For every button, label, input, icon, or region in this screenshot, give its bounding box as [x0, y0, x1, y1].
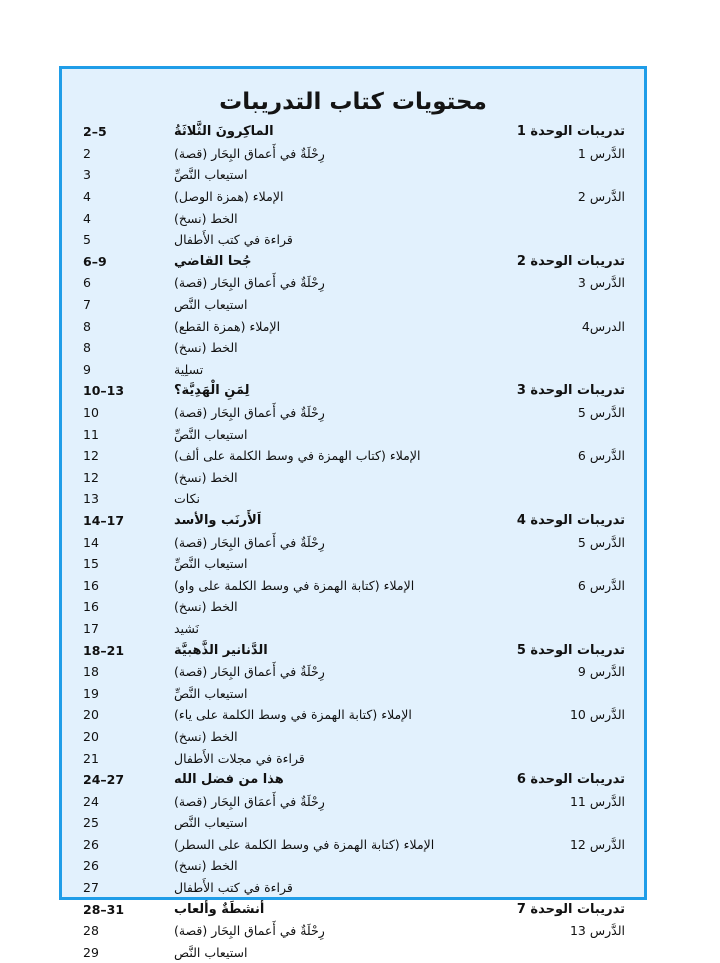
- unit-label: تدريبات الوحدة 7: [516, 901, 625, 917]
- lesson-title: رِحْلَةٌ في أَعماق البِحَار (قصة): [174, 664, 325, 680]
- page-number: 12: [83, 448, 99, 464]
- unit-title: الماكِرونَ الثَّلاثَةُ: [174, 124, 274, 140]
- page-number: 4: [83, 189, 91, 205]
- lesson-title: الخط (نسخ): [174, 858, 238, 874]
- lesson-label: الدَّرس 10: [569, 707, 625, 723]
- page-number: 6: [83, 275, 91, 291]
- page-number: 28–31: [83, 901, 125, 917]
- unit-title: جُحا القاضي: [174, 253, 252, 269]
- page-number: 25: [83, 815, 99, 831]
- lesson-row: [62, 402, 644, 424]
- page-number: 4: [83, 210, 91, 226]
- lesson-title: قراءة في كتب الأَطفال: [174, 880, 293, 896]
- lesson-row: [62, 704, 644, 726]
- unit-label: تدريبات الوحدة 4: [516, 512, 625, 528]
- lesson-row: [62, 834, 644, 856]
- lesson-row: [62, 272, 644, 294]
- lesson-title: الخط (نسخ): [174, 599, 238, 615]
- lesson-title: الإملاء (كتابة الهمزة في وسط الكلمة على السطر): [174, 836, 435, 852]
- page-number: 12: [83, 469, 99, 485]
- lesson-row: [62, 359, 644, 381]
- lesson-label: الدَّرس 2: [577, 189, 625, 205]
- table-of-contents-page: [59, 66, 647, 960]
- page-number: 5: [83, 232, 91, 248]
- lesson-label: الدَّرس 6: [577, 448, 625, 464]
- page-number: 2–5: [83, 124, 107, 140]
- unit-row: [62, 640, 644, 662]
- page-number: 13: [83, 491, 99, 507]
- lesson-title: رِحْلَةٌ في أَعمَاق البِحَار (قصة): [174, 793, 325, 809]
- page-number: 9: [83, 361, 91, 377]
- page-number: 18: [83, 664, 99, 680]
- page-number: 15: [83, 556, 99, 572]
- lesson-title: رِحْلَةٌ في أَعماق البِحَار (قصة): [174, 405, 325, 421]
- lesson-title: استيعاب النَّصِّ: [174, 685, 248, 701]
- lesson-label: الدَّرس 5: [577, 405, 625, 421]
- lesson-row: [62, 596, 644, 618]
- lesson-row: [62, 618, 644, 640]
- unit-row: [62, 121, 644, 143]
- page-number: 21: [83, 750, 99, 766]
- toc-row-list: [62, 121, 644, 963]
- lesson-title: استيعاب النَّص: [174, 815, 248, 831]
- page-number: 20: [83, 707, 99, 723]
- lesson-title: قراءة في كتب الأَطفال: [174, 232, 293, 248]
- lesson-title: رِحْلَةٌ في أَعماق البِحَار (قصة): [174, 923, 325, 939]
- lesson-row: [62, 661, 644, 683]
- page-number: 26: [83, 858, 99, 874]
- lesson-title: استيعاب النَّصِّ: [174, 167, 248, 183]
- lesson-label: الدَّرس 6: [577, 577, 625, 593]
- unit-title: الدَّنانير الذَّهبيَّة: [174, 642, 268, 658]
- page-number: 6–9: [83, 253, 107, 269]
- page-number: 10: [83, 405, 99, 421]
- unit-label: تدريبات الوحدة 2: [516, 253, 625, 269]
- page-number: 26: [83, 836, 99, 852]
- lesson-label: الدَّرس 1: [577, 145, 625, 161]
- page-number: 14–17: [83, 512, 125, 528]
- lesson-title: استيعاب النَّص: [174, 944, 248, 960]
- lesson-row: [62, 229, 644, 251]
- lesson-label: الدَّرس 12: [569, 836, 625, 852]
- page-number: 11: [83, 426, 99, 442]
- unit-label: تدريبات الوحدة 5: [516, 642, 625, 658]
- lesson-title: الخط (نسخ): [174, 469, 238, 485]
- lesson-row: [62, 445, 644, 467]
- lesson-row: [62, 812, 644, 834]
- lesson-row: [62, 791, 644, 813]
- unit-title: اَلأَرنَب والأسد: [174, 512, 262, 528]
- lesson-title: رِحْلَةٌ في أَعماق البِحَار (قصة): [174, 534, 325, 550]
- unit-label: تدريبات الوحدة 1: [516, 124, 625, 140]
- lesson-title: الإملاء (همزة القطع): [174, 318, 281, 334]
- unit-title: أنشطَةٌ وألعاب: [174, 901, 265, 917]
- lesson-label: الدرس4: [581, 318, 625, 334]
- page-number: 2: [83, 145, 91, 161]
- unit-row: [62, 251, 644, 273]
- unit-label: تدريبات الوحدة 3: [516, 383, 625, 399]
- lesson-row: [62, 942, 644, 963]
- page-number: 16: [83, 577, 99, 593]
- lesson-row: [62, 855, 644, 877]
- lesson-row: [62, 294, 644, 316]
- lesson-label: الدَّرس 5: [577, 534, 625, 550]
- page-number: 28: [83, 923, 99, 939]
- page-number: 18–21: [83, 642, 125, 658]
- lesson-row: [62, 208, 644, 230]
- lesson-row: [62, 553, 644, 575]
- lesson-title: الإملاء (همزة الوصل): [174, 189, 284, 205]
- lesson-row: [62, 316, 644, 338]
- unit-row: [62, 510, 644, 532]
- page-number: 7: [83, 297, 91, 313]
- lesson-row: [62, 726, 644, 748]
- lesson-row: [62, 143, 644, 165]
- page-number: 17: [83, 620, 99, 636]
- lesson-title: نَشيد: [174, 620, 199, 636]
- lesson-title: الخط (نسخ): [174, 728, 238, 744]
- lesson-title: استيعاب النَّصِّ: [174, 556, 248, 572]
- lesson-title: الإملاء (كتابة الهمزة في وسط الكلمة على ياء): [174, 707, 412, 723]
- lesson-title: رِحْلَةٌ في أَعماق البِحَار (قصة): [174, 275, 325, 291]
- lesson-label: الدَّرس 9: [577, 664, 625, 680]
- unit-row: [62, 899, 644, 921]
- lesson-label: الدَّرس 13: [569, 923, 625, 939]
- lesson-row: [62, 877, 644, 899]
- page-number: 14: [83, 534, 99, 550]
- lesson-row: [62, 488, 644, 510]
- lesson-title: الإملاء (كتاب الهمزة في وسط الكلمة على ألف): [174, 448, 421, 464]
- lesson-row: [62, 920, 644, 942]
- page-number: 3: [83, 167, 91, 183]
- lesson-row: [62, 467, 644, 489]
- lesson-row: [62, 748, 644, 770]
- lesson-row: [62, 575, 644, 597]
- lesson-title: الإملاء (كتابة الهمزة في وسط الكلمة على واو): [174, 577, 415, 593]
- unit-title: لِمَنِ الْهَدِيَّة؟: [174, 383, 250, 399]
- lesson-title: استيعاب النَّصِّ: [174, 426, 248, 442]
- page-number: 27: [83, 880, 99, 896]
- page-number: 29: [83, 944, 99, 960]
- lesson-label: الدَّرس 11: [569, 793, 625, 809]
- lesson-row: [62, 532, 644, 554]
- page-number: 10–13: [83, 383, 125, 399]
- unit-title: هذا من فضل الله: [174, 772, 284, 788]
- page-number: 8: [83, 318, 91, 334]
- lesson-title: الخط (نسخ): [174, 210, 238, 226]
- lesson-title: نكات: [174, 491, 200, 507]
- page-number: 24–27: [83, 772, 125, 788]
- page-number: 19: [83, 685, 99, 701]
- lesson-title: الخط (نسخ): [174, 340, 238, 356]
- lesson-row: [62, 186, 644, 208]
- page-number: 8: [83, 340, 91, 356]
- lesson-row: [62, 164, 644, 186]
- lesson-title: قراءة في مجلات الأَطفال: [174, 750, 305, 766]
- unit-row: [62, 769, 644, 791]
- unit-label: تدريبات الوحدة 6: [516, 772, 625, 788]
- lesson-row: [62, 424, 644, 446]
- page-number: 24: [83, 793, 99, 809]
- lesson-title: تسلِية: [174, 361, 204, 377]
- page-number: 16: [83, 599, 99, 615]
- lesson-row: [62, 337, 644, 359]
- unit-row: [62, 380, 644, 402]
- lesson-title: رِحْلَةٌ في أَعماق البِحَار (قصة): [174, 145, 325, 161]
- lesson-label: الدَّرس 3: [577, 275, 625, 291]
- lesson-title: استيعاب النَّص: [174, 297, 248, 313]
- page-number: 20: [83, 728, 99, 744]
- page-title: محتويات كتاب التدريبات: [219, 89, 487, 115]
- lesson-row: [62, 683, 644, 705]
